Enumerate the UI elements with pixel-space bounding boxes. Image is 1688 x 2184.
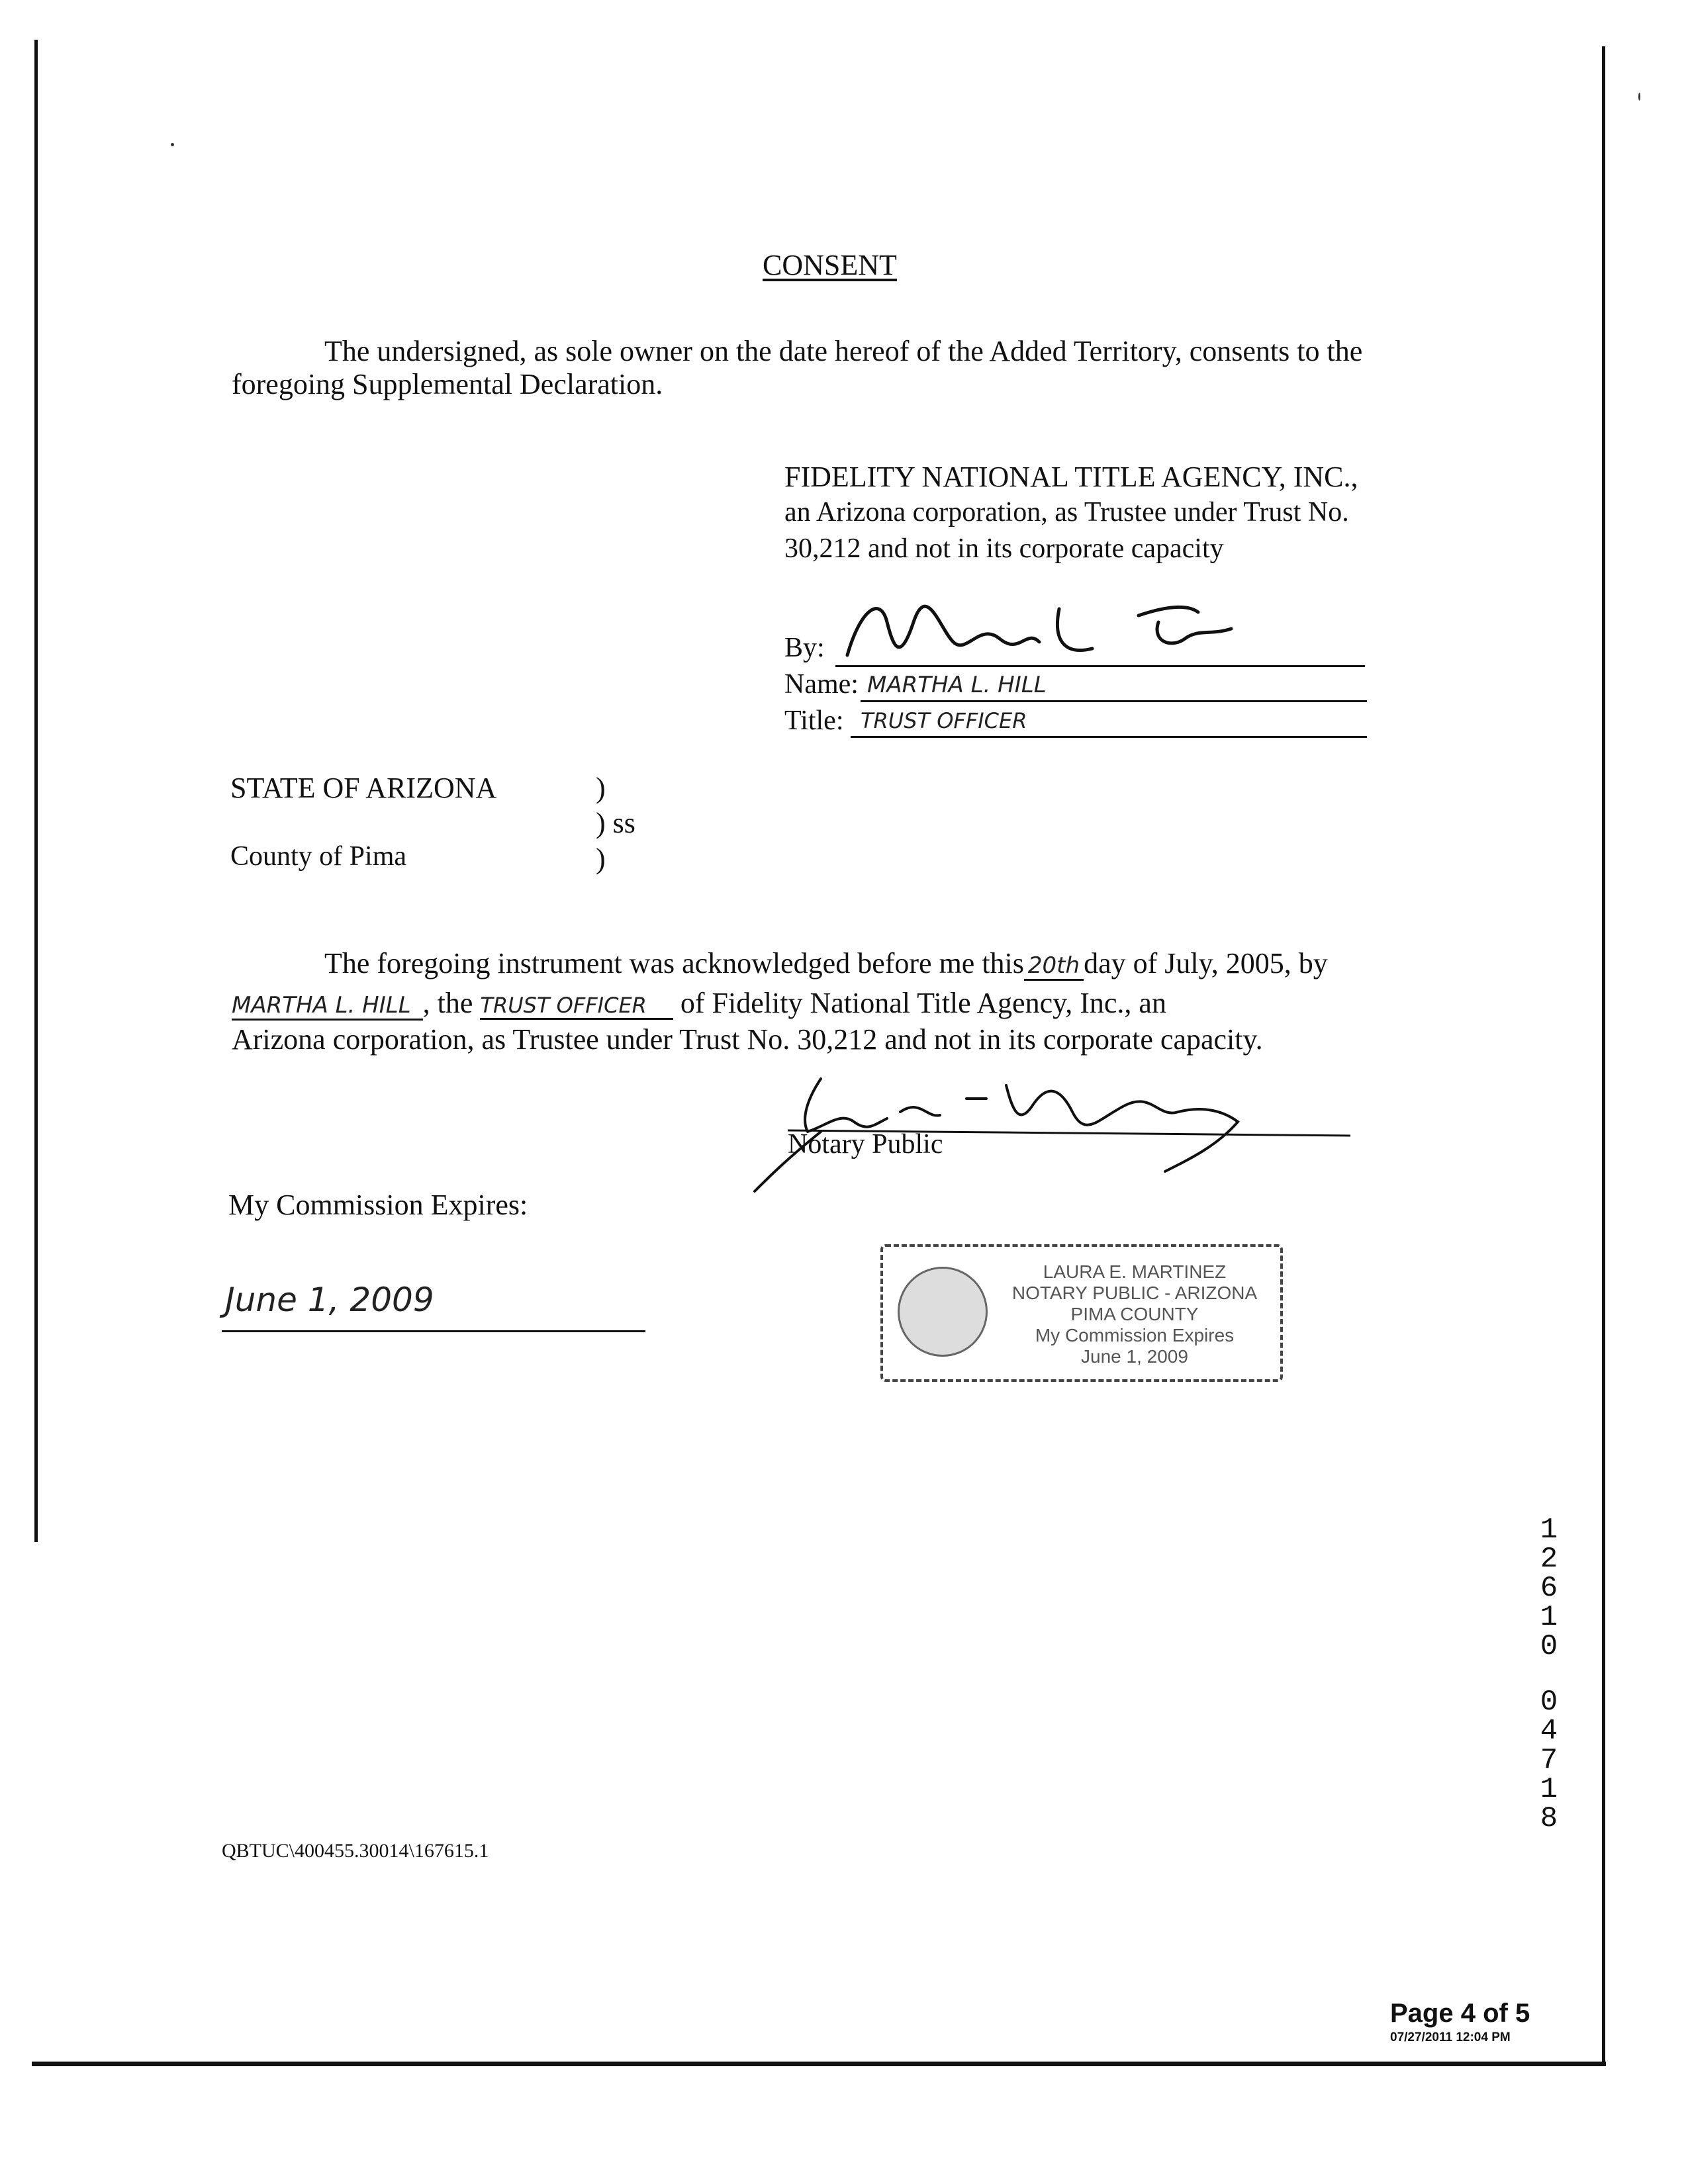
scan-speck bbox=[1638, 93, 1640, 101]
consent-text-line-2: foregoing Supplemental Declaration. bbox=[232, 368, 663, 400]
acknowledgment-line-3: Arizona corporation, as Trustee under Trust No. 30,212 and not in its corporate capacity. bbox=[232, 1023, 1263, 1056]
corporation-name: FIDELITY NATIONAL TITLE AGENCY, INC., bbox=[784, 461, 1358, 493]
recording-digit: 8 bbox=[1540, 1802, 1558, 1835]
ack-text-b: day of July, 2005, by bbox=[1084, 947, 1328, 979]
commission-expires-label: My Commission Expires: bbox=[228, 1189, 528, 1221]
recording-digit: 4 bbox=[1540, 1715, 1558, 1748]
stamp-line-2: NOTARY PUBLIC - ARIZONA bbox=[1011, 1283, 1258, 1303]
recording-digit: 1 bbox=[1540, 1514, 1558, 1547]
county-label: County of Pima bbox=[230, 841, 407, 872]
name-label: Name: bbox=[784, 669, 859, 700]
state-seal-icon bbox=[898, 1267, 988, 1357]
ack-the: , the bbox=[422, 987, 473, 1019]
title-handwritten: TRUST OFFICER bbox=[861, 708, 1027, 733]
left-border-line bbox=[34, 40, 38, 1542]
page-timestamp: 07/27/2011 12:04 PM bbox=[1390, 2030, 1511, 2044]
venue-paren-top: ) bbox=[596, 772, 606, 804]
recording-digit: 1 bbox=[1540, 1773, 1558, 1806]
recording-digit: 1 bbox=[1540, 1601, 1558, 1634]
ack-title-handwritten: TRUST OFFICER bbox=[480, 993, 673, 1020]
page-number: Page 4 of 5 bbox=[1390, 1999, 1530, 2028]
corporation-description-1: an Arizona corporation, as Trustee under Trust No. bbox=[784, 497, 1349, 527]
venue-ss: ) ss bbox=[596, 807, 635, 839]
consent-text-line-1: The undersigned, as sole owner on the date hereof of the Added Territory, consents to the bbox=[324, 335, 1363, 367]
recording-digit: 6 bbox=[1540, 1572, 1558, 1605]
recording-digit: 0 bbox=[1540, 1630, 1558, 1663]
title-label: Title: bbox=[784, 705, 844, 736]
acknowledgment-line-2 bbox=[232, 986, 1166, 1020]
acknowledgment-line-1 bbox=[324, 946, 1328, 980]
bottom-border-line bbox=[32, 2062, 1606, 2066]
document-title: CONSENT bbox=[763, 249, 897, 281]
ack-day-handwritten: 20th bbox=[1024, 952, 1084, 981]
document-reference: QBTUC\400455.30014\167615.1 bbox=[222, 1840, 489, 1862]
stamp-text bbox=[996, 1261, 1274, 1367]
right-border-line bbox=[1602, 46, 1605, 2065]
ack-name-handwritten: MARTHA L. HILL bbox=[232, 992, 423, 1021]
commission-date-handwritten: June 1, 2009 bbox=[225, 1281, 434, 1319]
notary-public-label: Notary Public bbox=[788, 1129, 943, 1160]
trustee-signature bbox=[841, 582, 1251, 668]
stamp-line-3: PIMA COUNTY bbox=[1070, 1304, 1199, 1324]
ack-text-c: of Fidelity National Title Agency, Inc., an bbox=[680, 987, 1166, 1019]
name-underline bbox=[861, 700, 1367, 702]
title-underline bbox=[851, 736, 1367, 738]
scan-speck bbox=[171, 143, 174, 146]
recording-gap bbox=[1536, 1661, 1562, 1688]
recording-digit: 2 bbox=[1540, 1543, 1558, 1576]
by-label: By: bbox=[784, 633, 825, 663]
notary-stamp bbox=[880, 1244, 1283, 1382]
recording-digit: 0 bbox=[1540, 1686, 1558, 1719]
corporation-description-2: 30,212 and not in its corporate capacity bbox=[784, 533, 1224, 564]
commission-date-line bbox=[222, 1330, 645, 1332]
stamp-line-5: June 1, 2009 bbox=[1081, 1346, 1188, 1367]
recording-digit: 7 bbox=[1540, 1744, 1558, 1777]
ack-text-a: The foregoing instrument was acknowledged before me this bbox=[324, 947, 1024, 979]
recording-number bbox=[1536, 1516, 1562, 1833]
state-label: STATE OF ARIZONA bbox=[230, 772, 497, 804]
stamp-line-1: LAURA E. MARTINEZ bbox=[1043, 1261, 1227, 1282]
venue-paren-bottom: ) bbox=[596, 842, 606, 875]
name-handwritten: MARTHA L. HILL bbox=[867, 672, 1047, 698]
stamp-line-4: My Commission Expires bbox=[1035, 1325, 1235, 1345]
